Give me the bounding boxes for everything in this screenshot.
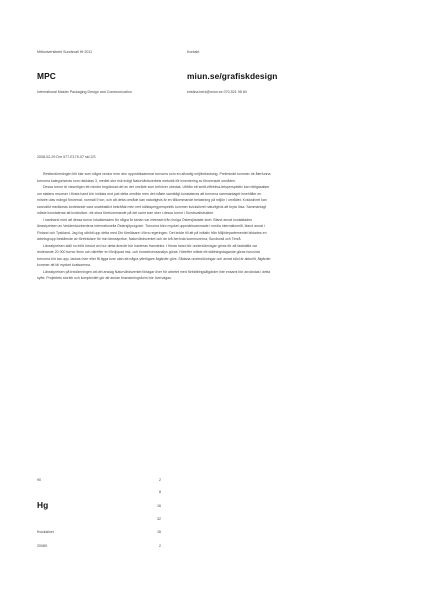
footer-row-label: 90 [37,478,41,482]
paragraph: I samband med att dessa turnor lokaliserades för några år sedan var intresset från övriga Östersjöstater stort. Bland annat kontaktades länsstyrelsen av Veddestuurberdens internationella Östersjöprogram. Turnorna blev mycket uppmärksammade i media internationellt, bland annat i Finland och Tyskland. Jag fog utbildt upp detta med Din föreläsare i förra regeringen. Det ledde till att på initiativ från Miljödepartementet bildades en arbetsgrupp bestående av företrädare för min länsstyrelse, Naturvårdsverket och de två berörda kommunerna, Sundsvall och Timrå. [37,217,267,241]
document-reference: 2008-02-29 Dnr 577-E179-07 sid 2/3 [37,155,96,159]
paragraph: Restbedömningen blir klar som några veckor men den uppmärksammar turnorns som en allvarlig miljöbelastning. Preliminärt kommer de återfunna turnorna kategoriseras som riskklass 3, medlet stor risk enligt Naturvårdsverkets metodik för inventering av förorenade områden. [37,172,271,183]
brand-right-contact[interactable]: kristina.berk@miun.se 070-521 98 84 [187,90,247,94]
brand-left-subtitle: International Master Packaging Design and Communication [37,90,132,94]
footer-row-value: 32 [157,517,161,521]
body-text [37,171,272,282]
footer-row-label: 20089 [37,544,47,548]
footer-row-value: 16 [157,504,161,508]
brand-left-title: MPC [37,71,56,81]
paragraph: Länsstyrelsen ställ nu inför beslut om hur detta ärende bör hanteras framdeles. I första hand bör undersökningar göras för att fastställa var resterande 20 000 turnor finns och därefter en fördjupad risk- och konsekvensanalys göras. Härefter måste ett ställningstagande göras huruvida turnorna bör tas upp, tackas över eller få ligga kvar utan att några ytterligare åtgärder görs. Sådana undersökningar och annat stöd är aktuellt, åtgärder kommer att bli mycket kostsamma. [37,243,271,267]
paragraph: Länsstyrelsen på tredömningen att det anslag Naturvårdsverket förlagar över för arbetet med förbättringsåtgärder inte ensamt bör användas i detta syfte. Projektets storlek och komplexitet gör att annan finansieringsform bör övervägas. [37,269,271,280]
footer-row-value: 16 [157,530,161,534]
footer-row-value: 2 [159,544,161,548]
header-right-text: Kontakt [187,50,200,54]
brand-right-title[interactable]: miun.se/grafiskdesign [187,71,278,81]
header-left-text: Mittuniversitetet Sundsvall Ht 2011 [37,50,93,54]
footer-row-label: Kvicksilver [37,530,54,534]
footer-row-value: 8 [159,490,161,494]
footer-row-label: Hg [37,500,49,510]
footer-row-value: 2 [159,478,161,482]
paragraph: Dessa turnor är visserligen ett mindre begränsat del av det område som behöver utredas. Utifrån ett smitt-effektiva-tetsperspektiv kan riktigasatser om statens resurser i första hand bör inriktas mot just detta område men det måste samtidigt konstateras att turnorna sammantaget innehåller en mindre utav mängd förorenat, normalt 9 ton, och att detta område kan naturligtvis är en tillkommande belastning på miljön i området. Kvicksilvret kan sannolikt medismas tordetande vara snabbaktivt bekräftat men rent källaspergperspektiv kommer kvicksilvret naturligtvis att bryta lösa. Sammanlagt måste konstateras att kvicksilver- ett stora förekommande på det samt som sker i dessa turnor i Sundsvallsbukten. [37,185,270,215]
